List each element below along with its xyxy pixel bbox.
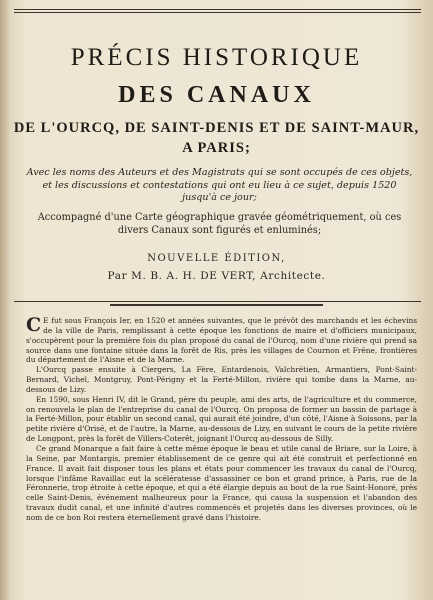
title-line-3: DE L'OURCQ, DE SAINT-DENIS ET DE SAINT-MAUR,	[13, 120, 420, 136]
map-note: Accompagné d'une Carte géographique gravée géométriquement, où ces divers Canaux sont figurés et enluminés;	[37, 212, 402, 236]
paragraph-4: Ce grand Monarque a fait faire à cette même époque le beau et utile canal de Briare, sur la Loire, à la Seine, par Montargis, premier établissement de ce genre qui ait été construit et perfectionné en France. Il avait fait disposer tous les plans et états pour commencer les travaux du canal de l'Ourcq, lorsque l'infâme Ravaillac eut la scélératesse d'assassiner ce bon et grand prince, à Paris, rue de la Féronnerie, trop étroite à cette époque, et qui a été élargie depuis au bout de la rue Saint-Honoré, près celle Saint-Denis, événement malheureux pour la France, qui causa la suspension et l'abandon des travaux dudit canal, et une infinité d'autres commencés et projetés dans les diverses provinces, où le nom de ce bon Roi restera éternellement gravé dans l'histoire.	[26, 443, 417, 522]
section-rule	[14, 301, 421, 302]
title-line-1: PRÉCIS HISTORIQUE	[70, 44, 363, 71]
author-line: Par M. B. A. H. DE VERT, Architecte.	[107, 270, 326, 282]
edition-line: NOUVELLE ÉDITION,	[147, 253, 286, 264]
paragraph-1	[26, 316, 417, 365]
title-line-2: DES CANAUX	[118, 82, 315, 108]
title-line-4: A PARIS;	[182, 140, 251, 156]
body-text	[26, 316, 417, 523]
drop-cap: C	[26, 314, 42, 336]
paragraph-1-text: E fut sous François Ier, en 1520 et années suivantes, que le prévôt des marchands et les échevins de la ville de Paris, remplissant à cette époque les fonctions de maire et d'officiers municipaux, s'occupèrent pour la première fois du plan proposé du canal de l'Ourcq, nom d'une rivière qui prend sa source dans une fontaine située dans la forêt de Ris, près les villages de Cournon et Frêne, frontières du département de l'Aisne et de la Marne.	[26, 316, 417, 365]
top-rule	[14, 9, 421, 10]
paragraph-2: L'Ourcq passe ensuite à Ciergers, La Fère, Entardenois, Valchrétien, Armantiers, Pont-Saint-Bernard, Vichel, Montgruy, Pont-Périgny et la Ferté-Millon, rivière qui tombe dans la Marne, au-dessous de Lizy.	[26, 365, 417, 394]
section-rule-thick	[110, 304, 323, 306]
top-rule-thin	[14, 12, 421, 13]
subtitle-italic: Avec les noms des Auteurs et des Magistrats qui se sont occupés de ces objets, et les discussions et contestations qui ont eu lieu à ce sujet, depuis 1520 jusqu'à ce jour;	[26, 167, 413, 203]
paragraph-3: En 1590, sous Henri IV, dit le Grand, père du peuple, ami des arts, de l'agriculture et du commerce, on renouvela le plan de l'entreprise du canal de l'Ourcq. On proposa de former un bassin de partage à la Ferté-Millon, pour établir un second canal, qui aurait été joindre, d'un côté, l'Aisne à Soissons, par la petite rivière d'Orisé, et de l'autre, la Marne, au-dessous de Lizy, en suivant le cours de la petite rivière de Longpont, près la forêt de Villers-Coterêt, joignant l'Ourcq au-dessous de Silly.	[26, 394, 417, 444]
